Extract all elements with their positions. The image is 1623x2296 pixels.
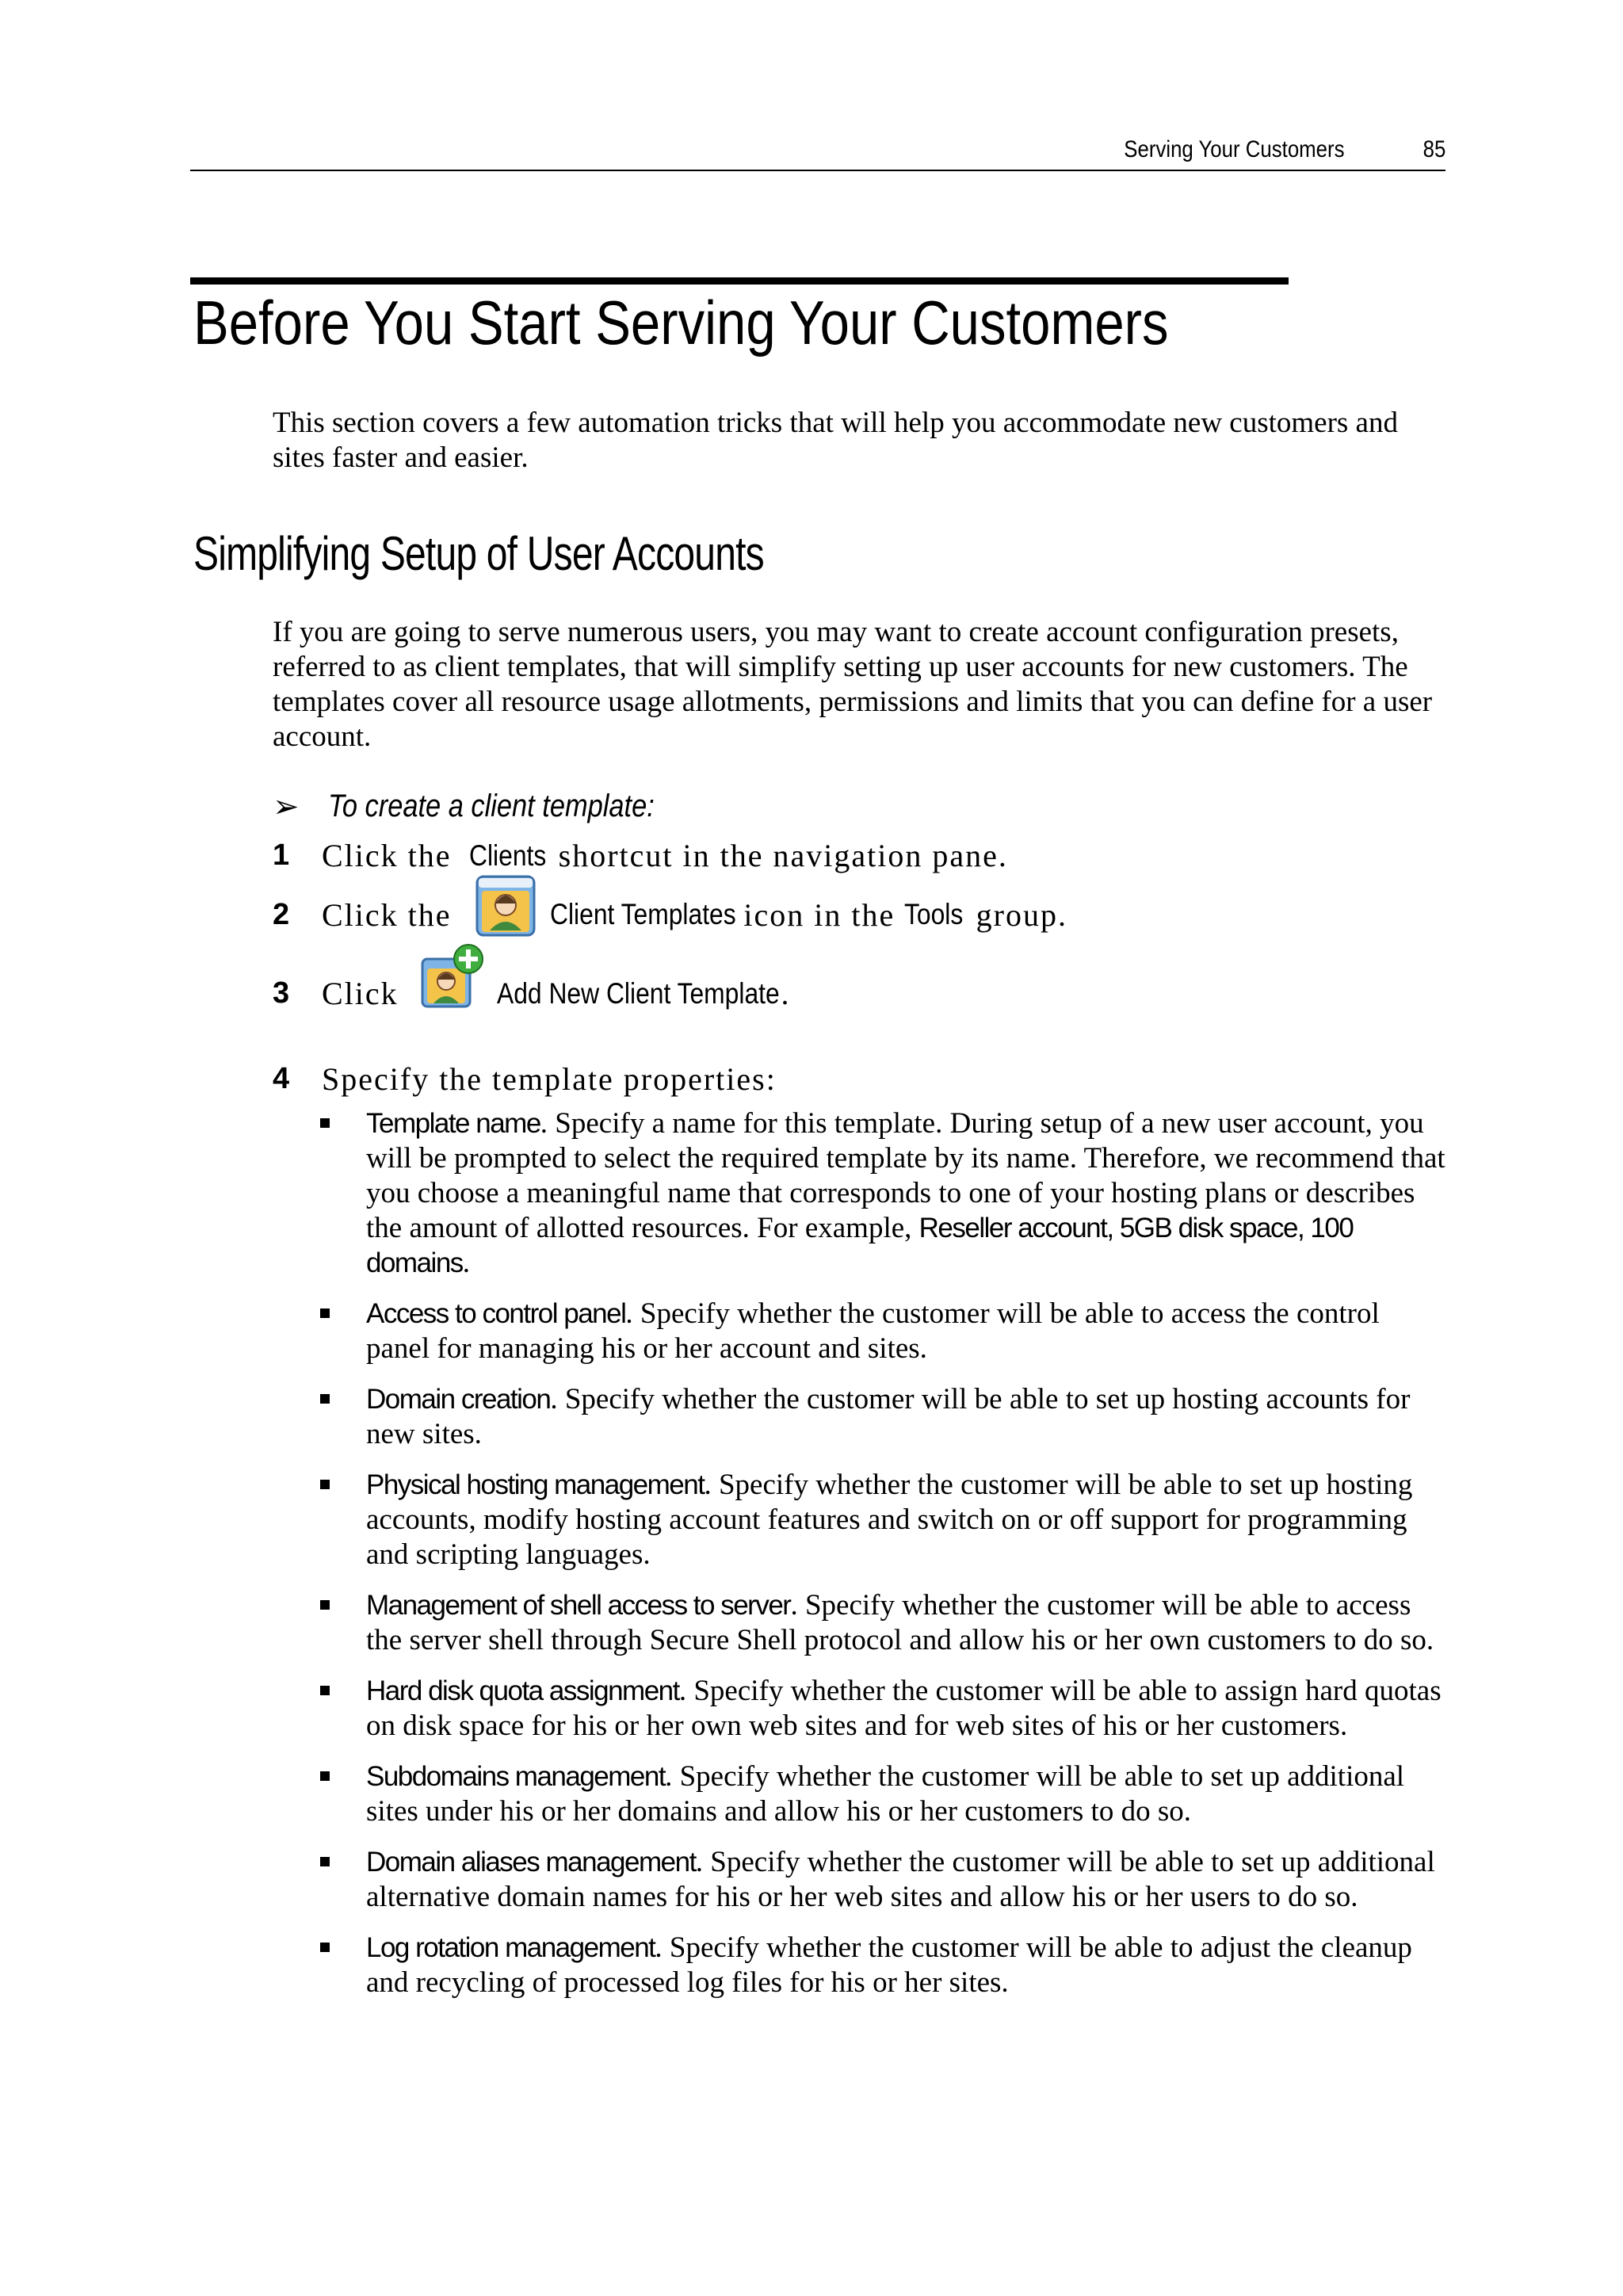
step-text: Click the xyxy=(322,838,461,873)
step-number: 4 xyxy=(273,1062,290,1095)
step-text: icon in the xyxy=(734,896,905,933)
property-term: Domain creation xyxy=(366,1384,551,1415)
list-item xyxy=(320,1297,1450,1366)
property-description: . Specify whether the customer will be able to set up hosting accounts for new sites. xyxy=(366,1383,1411,1450)
add-client-template-icon xyxy=(419,943,486,1010)
step-text: group. xyxy=(966,896,1067,933)
running-header xyxy=(190,133,1445,171)
square-bullet-icon xyxy=(320,1600,330,1610)
example-text: Reseller account xyxy=(918,1213,1107,1244)
property-description: . Specify whether the customer will be able to access the control panel for managing his or her account and sites. xyxy=(366,1297,1380,1365)
square-bullet-icon xyxy=(320,1771,330,1781)
clients-shortcut-label: Clients xyxy=(468,839,546,872)
template-properties-list xyxy=(320,1106,1450,2016)
list-item xyxy=(320,1674,1450,1744)
property-description: . Specify whether the customer will be able to assign hard quotas on disk space for his or her own web sites and for web sites of his or her customers. xyxy=(366,1675,1442,1742)
step-2 xyxy=(273,889,1067,940)
step-number: 2 xyxy=(273,897,290,931)
step-text: Click xyxy=(322,976,408,1011)
property-term: Management of shell access to server xyxy=(366,1590,791,1621)
step-number: 3 xyxy=(273,976,290,1010)
sentence-end: . xyxy=(462,1247,471,1279)
property-description: . Specify whether the customer will be able to set up hosting accounts, modify hosting account features and switch on or off support for programming and scripting languages. xyxy=(366,1469,1413,1571)
arrow-bullet-icon: ➢ xyxy=(273,789,300,824)
list-item xyxy=(320,1931,1450,2000)
title-rule xyxy=(190,277,1289,285)
step-text: Click the xyxy=(322,896,461,933)
property-term: Log rotation management xyxy=(366,1932,655,1963)
step-number: 1 xyxy=(273,839,290,872)
property-term: Physical hosting management xyxy=(366,1469,705,1500)
property-description: . Specify a name for this template. During setup of a new user account, you will be prompted to select the required template by its name. Therefore, we recommend that you choose a meaningful name that corresponds to one of your hosting plans or describes the amount of allotted resources. For example, xyxy=(366,1107,1445,1244)
step-text: shortcut in the navigation pane. xyxy=(548,838,1008,873)
procedure-title: To create a client template: xyxy=(328,789,655,823)
property-term: Hard disk quota assignment xyxy=(366,1675,679,1706)
procedure-heading xyxy=(273,788,708,825)
section-heading: Simplifying Setup of User Accounts xyxy=(193,527,764,580)
separator: , xyxy=(1296,1213,1311,1244)
step-3 xyxy=(273,975,790,1012)
square-bullet-icon xyxy=(320,1943,330,1952)
add-new-client-template-label: Add New Client Template xyxy=(496,976,780,1010)
step-text: Specify the template properties: xyxy=(322,1061,777,1097)
client-templates-icon xyxy=(472,873,539,940)
list-item xyxy=(320,1106,1450,1281)
tools-group-label: Tools xyxy=(904,898,964,930)
header-section-title: Serving Your Customers xyxy=(1123,136,1344,162)
example-text: 5GB disk space xyxy=(1119,1213,1297,1244)
separator: , xyxy=(1106,1213,1120,1244)
step-4 xyxy=(273,1060,777,1098)
property-term: Template name xyxy=(366,1108,540,1139)
property-term: Domain aliases management xyxy=(366,1847,696,1878)
example-text: 100 domains xyxy=(366,1213,1354,1278)
intro-paragraph: This section covers a few automation tricks that will help you accommodate new customers and sites faster and easier. xyxy=(273,407,1398,474)
step-1 xyxy=(273,837,1008,874)
page-number: 85 xyxy=(1423,136,1445,162)
client-templates-label: Client Templates xyxy=(549,898,736,930)
square-bullet-icon xyxy=(320,1686,330,1695)
list-item xyxy=(320,1759,1450,1829)
square-bullet-icon xyxy=(320,1308,330,1318)
list-item xyxy=(320,1845,1450,1915)
property-description: . Specify whether the customer will be able to adjust the cleanup and recycling of processed log files for his or her sites. xyxy=(366,1931,1412,1999)
square-bullet-icon xyxy=(320,1480,330,1489)
body-paragraph: If you are going to serve numerous users, you may want to create account configuration presets, referred to as client templates, that will simplify setting up user accounts for new customers. The templates cover all resource usage allotments, permissions and limits that you can define for a user account. xyxy=(273,616,1433,753)
square-bullet-icon xyxy=(320,1394,330,1404)
square-bullet-icon xyxy=(320,1857,330,1866)
step-text: . xyxy=(781,976,791,1011)
list-item xyxy=(320,1588,1450,1658)
page-title: Before You Start Serving Your Customers xyxy=(193,288,1169,357)
property-description: . Specify whether the customer will be able to set up additional alternative domain names for his or her web sites and allow his or her users to do so. xyxy=(366,1846,1435,1913)
property-term: Access to control panel xyxy=(366,1298,626,1329)
property-description: . Specify whether the customer will be able to set up additional sites under his or her domains and allow his or her customers to do so. xyxy=(366,1760,1405,1828)
list-item xyxy=(320,1382,1450,1452)
square-bullet-icon xyxy=(320,1118,330,1128)
list-item xyxy=(320,1468,1450,1572)
property-term: Subdomains management xyxy=(366,1761,666,1792)
property-description: . Specify whether the customer will be able to access the server shell through Secure Shell protocol and allow his or her own customers to do so. xyxy=(366,1589,1434,1656)
